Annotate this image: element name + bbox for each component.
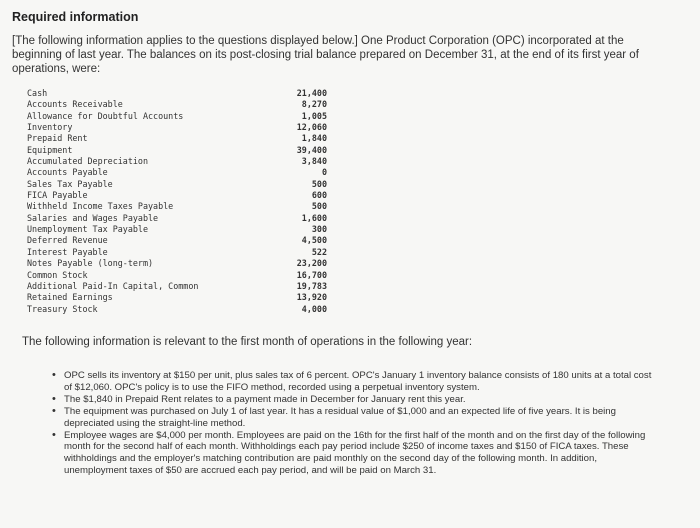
account-name: Prepaid Rent: [27, 133, 88, 144]
trial-balance-row: [27, 156, 327, 167]
account-amount: 4,500: [301, 235, 327, 246]
account-amount: 0: [321, 167, 327, 178]
account-name: Withheld Income Taxes Payable: [27, 201, 174, 212]
account-amount: 16,700: [296, 269, 327, 280]
account-name: Accumulated Depreciation: [27, 156, 149, 167]
account-name: Retained Earnings: [27, 292, 113, 303]
account-amount: 4,000: [301, 303, 327, 314]
account-name: Notes Payable (long-term): [27, 258, 154, 269]
intro-paragraph: [The following information applies to the questions displayed below.] One Product Corporation (OPC) incorporated at the beginning of last year. The balances on its post-closing trial balance prepared on December 31, at the end of its first year of operations, were:: [12, 35, 639, 75]
info-bullet: • The $1,840 in Prepaid Rent relates to a payment made in December for January rent this year.: [52, 394, 652, 406]
section-heading: Required information: [12, 10, 139, 24]
account-amount: 1,840: [301, 133, 327, 144]
trial-balance-row: [27, 201, 327, 212]
account-name: Interest Payable: [27, 246, 108, 257]
info-bullet: • OPC sells its inventory at $150 per unit, plus sales tax of 6 percent. OPC's January 1 inventory balance consists of 180 units at a total cost of $12,060. OPC's policy is to use the FIFO method, recorded using a perpetual inventory system.: [52, 370, 652, 394]
trial-balance-row: [27, 145, 327, 156]
account-name: Unemployment Tax Payable: [27, 224, 149, 235]
trial-balance-row: [27, 235, 327, 246]
info-bullet-list: [52, 370, 652, 477]
trial-balance-row: [27, 122, 327, 133]
account-amount: 3,840: [301, 156, 327, 167]
trial-balance-row: [27, 224, 327, 235]
account-name: Sales Tax Payable: [27, 178, 113, 189]
trial-balance-row: [27, 133, 327, 144]
trial-balance-row: [27, 304, 327, 315]
account-name: Allowance for Doubtful Accounts: [27, 110, 184, 121]
account-amount: 8,270: [301, 99, 327, 110]
trial-balance-row: [27, 190, 327, 201]
account-amount: 300: [311, 224, 327, 235]
account-name: Equipment: [27, 144, 73, 155]
account-name: Additional Paid-In Capital, Common: [27, 280, 199, 291]
account-amount: 21,400: [296, 88, 327, 98]
following-info-text: The following information is relevant to the first month of operations in the following year:: [22, 336, 473, 348]
account-name: Treasury Stock: [27, 303, 98, 314]
account-amount: 39,400: [296, 144, 327, 155]
trial-balance-row: [27, 247, 327, 258]
account-amount: 23,200: [296, 258, 327, 269]
info-bullet: • The equipment was purchased on July 1 of last year. It has a residual value of $1,000 and an expected life of five years. It is being depreciated using the straight-line method.: [52, 406, 652, 430]
account-amount: 19,783: [296, 280, 327, 291]
trial-balance-row: [27, 281, 327, 292]
account-amount: 12,060: [296, 122, 327, 133]
account-amount: 600: [311, 190, 327, 201]
account-amount: 1,005: [301, 110, 327, 121]
account-name: FICA Payable: [27, 190, 88, 201]
account-amount: 13,920: [296, 292, 327, 303]
trial-balance-row: [27, 88, 327, 99]
account-name: Accounts Payable: [27, 167, 108, 178]
trial-balance-row: [27, 179, 327, 190]
account-amount: 522: [311, 246, 327, 257]
account-name: Deferred Revenue: [27, 235, 108, 246]
account-amount: 1,600: [301, 212, 327, 223]
trial-balance-row: [27, 167, 327, 178]
info-bullet: • Employee wages are $4,000 per month. Employees are paid on the 16th for the first half of the month and on the first day of the following month for the second half of each month. Withholdings each pay period include $250 of income taxes and $150 of FICA taxes. These withholdings and the employer's matching contribution are paid monthly on the second day of the following month. In addition, unemployment taxes of $50 are accrued each pay period, and will be paid on March 31.: [52, 430, 652, 478]
trial-balance-row: [27, 213, 327, 224]
trial-balance-row: [27, 258, 327, 269]
trial-balance-row: [27, 111, 327, 122]
account-amount: 500: [311, 178, 327, 189]
account-name: Inventory: [27, 122, 73, 133]
trial-balance-table: [27, 88, 327, 315]
trial-balance-row: [27, 99, 327, 110]
account-name: Cash: [27, 88, 48, 98]
account-amount: 500: [311, 201, 327, 212]
account-name: Salaries and Wages Payable: [27, 212, 159, 223]
account-name: Accounts Receivable: [27, 99, 123, 110]
trial-balance-row: [27, 270, 327, 281]
account-name: Common Stock: [27, 269, 88, 280]
trial-balance-row: [27, 292, 327, 303]
